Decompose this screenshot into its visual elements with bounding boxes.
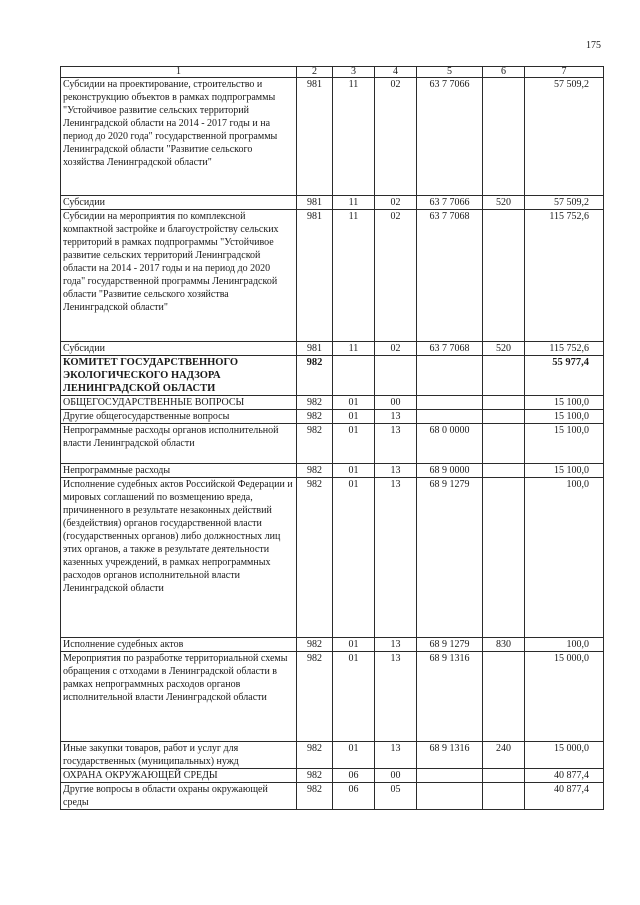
cell-csr [417,410,483,424]
cell-pr: 02 [375,342,417,356]
cell-rz: 11 [333,196,375,210]
cell-vr [483,78,525,196]
cell-pr: 02 [375,196,417,210]
header-cell-sum: 7 [525,67,604,78]
cell-sum: 100,0 [525,478,604,638]
cell-pr: 13 [375,638,417,652]
cell-csr: 68 9 1279 [417,638,483,652]
cell-vr: 830 [483,638,525,652]
table-row [61,652,604,742]
cell-vr [483,410,525,424]
table-row [61,424,604,464]
cell-ved: 981 [297,78,333,196]
table-row [61,742,604,769]
cell-sum: 55 977,4 [525,356,604,396]
cell-sum: 115 752,6 [525,210,604,342]
cell-sum: 15 100,0 [525,464,604,478]
cell-name: КОМИТЕТ ГОСУДАРСТВЕННОГО ЭКОЛОГИЧЕСКОГО НАДЗОРА ЛЕНИНГРАДСКОЙ ОБЛАСТИ [61,356,297,396]
cell-pr [375,356,417,396]
cell-rz: 01 [333,410,375,424]
cell-pr: 13 [375,478,417,638]
cell-vr: 520 [483,196,525,210]
cell-csr [417,396,483,410]
table-row [61,478,604,638]
cell-pr: 02 [375,78,417,196]
cell-ved: 981 [297,210,333,342]
cell-sum: 15 000,0 [525,742,604,769]
cell-sum: 115 752,6 [525,342,604,356]
cell-rz: 06 [333,769,375,783]
cell-ved: 982 [297,638,333,652]
cell-vr [483,356,525,396]
page-number: 175 [586,40,601,51]
cell-vr [483,783,525,810]
cell-name: Субсидии [61,196,297,210]
cell-vr [483,464,525,478]
cell-ved: 982 [297,769,333,783]
cell-pr: 05 [375,783,417,810]
cell-csr [417,769,483,783]
cell-pr: 13 [375,424,417,464]
cell-csr: 68 9 1316 [417,742,483,769]
cell-name: Непрограммные расходы [61,464,297,478]
cell-ved: 982 [297,652,333,742]
header-cell-csr: 5 [417,67,483,78]
cell-name: Другие общегосударственные вопросы [61,410,297,424]
cell-rz: 01 [333,478,375,638]
cell-csr [417,783,483,810]
cell-sum: 100,0 [525,638,604,652]
cell-csr: 68 0 0000 [417,424,483,464]
cell-name: ОБЩЕГОСУДАРСТВЕННЫЕ ВОПРОСЫ [61,396,297,410]
cell-name: Непрограммные расходы органов исполнительной власти Ленинградской области [61,424,297,464]
cell-sum: 15 100,0 [525,396,604,410]
cell-pr: 13 [375,464,417,478]
cell-ved: 982 [297,356,333,396]
table-row [61,78,604,196]
table-row [61,464,604,478]
header-cell-ved: 2 [297,67,333,78]
cell-rz: 11 [333,78,375,196]
cell-rz: 06 [333,783,375,810]
cell-ved: 981 [297,196,333,210]
table-body [61,67,604,810]
cell-rz: 01 [333,742,375,769]
table-row [61,396,604,410]
cell-sum: 15 100,0 [525,410,604,424]
cell-ved: 982 [297,783,333,810]
cell-rz: 11 [333,342,375,356]
cell-pr: 02 [375,210,417,342]
cell-sum: 57 509,2 [525,196,604,210]
header-cell-pr: 4 [375,67,417,78]
cell-sum: 57 509,2 [525,78,604,196]
table-row [61,342,604,356]
cell-csr: 68 9 1316 [417,652,483,742]
cell-vr [483,478,525,638]
cell-csr: 63 7 7066 [417,196,483,210]
cell-name: Исполнение судебных актов Российской Федерации и мировых соглашений по возмещению вреда, причиненного в результате незаконных действий (бездействия) органов государственной власти (государственных органов) либо должностных лиц этих органов, а также в результате деятельности казенных учреждений, в рамках непрограммных расходов органов исполнительной власти Ленинградской области [61,478,297,638]
cell-name: Исполнение судебных актов [61,638,297,652]
cell-name: Субсидии на проектирование, строительство и реконструкцию объектов в рамках подпрограммы "Устойчивое развитие сельских территорий Ленинградской области на 2014 - 2017 годы и на период до 2020 года" государственной программы Ленинградской области "Развитие сельского хозяйства Ленинградской области" [61,78,297,196]
cell-name: Субсидии [61,342,297,356]
cell-ved: 982 [297,464,333,478]
cell-ved: 981 [297,342,333,356]
cell-csr: 68 9 0000 [417,464,483,478]
cell-vr: 520 [483,342,525,356]
cell-sum: 15 000,0 [525,652,604,742]
cell-ved: 982 [297,410,333,424]
cell-vr [483,424,525,464]
table-row [61,783,604,810]
header-cell-name: 1 [61,67,297,78]
cell-rz: 01 [333,638,375,652]
cell-sum: 15 100,0 [525,424,604,464]
table-row [61,638,604,652]
header-cell-rz: 3 [333,67,375,78]
budget-table [60,66,604,810]
cell-vr [483,652,525,742]
cell-pr: 13 [375,410,417,424]
cell-csr: 63 7 7068 [417,342,483,356]
cell-vr [483,210,525,342]
cell-ved: 982 [297,396,333,410]
cell-vr [483,396,525,410]
cell-rz: 01 [333,652,375,742]
cell-rz: 11 [333,210,375,342]
cell-rz: 01 [333,424,375,464]
cell-vr [483,769,525,783]
cell-rz: 01 [333,396,375,410]
cell-csr [417,356,483,396]
cell-ved: 982 [297,424,333,464]
cell-name: Иные закупки товаров, работ и услуг для государственных (муниципальных) нужд [61,742,297,769]
cell-pr: 00 [375,396,417,410]
table-header-row [61,67,604,78]
cell-pr: 13 [375,652,417,742]
cell-rz: 01 [333,464,375,478]
cell-csr: 68 9 1279 [417,478,483,638]
table-row [61,210,604,342]
header-cell-vr: 6 [483,67,525,78]
cell-csr: 63 7 7068 [417,210,483,342]
cell-csr: 63 7 7066 [417,78,483,196]
cell-sum: 40 877,4 [525,769,604,783]
cell-ved: 982 [297,742,333,769]
table-row [61,769,604,783]
cell-pr: 00 [375,769,417,783]
cell-ved: 982 [297,478,333,638]
cell-sum: 40 877,4 [525,783,604,810]
table-row [61,196,604,210]
cell-name: Субсидии на мероприятия по комплексной компактной застройке и благоустройству сельских территорий в рамках подпрограммы "Устойчивое развитие сельских территорий Ленинградской области на 2014 - 2017 годы и на период до 2020 года" государственной программы Ленинградской области "Развитие сельского хозяйства Ленинградской области" [61,210,297,342]
cell-vr: 240 [483,742,525,769]
cell-name: ОХРАНА ОКРУЖАЮЩЕЙ СРЕДЫ [61,769,297,783]
table-row [61,356,604,396]
table-row [61,410,604,424]
cell-name: Другие вопросы в области охраны окружающей среды [61,783,297,810]
cell-rz [333,356,375,396]
cell-pr: 13 [375,742,417,769]
cell-name: Мероприятия по разработке территориальной схемы обращения с отходами в Ленинградской области в рамках непрограммных расходов органов исполнительной власти Ленинградской области [61,652,297,742]
